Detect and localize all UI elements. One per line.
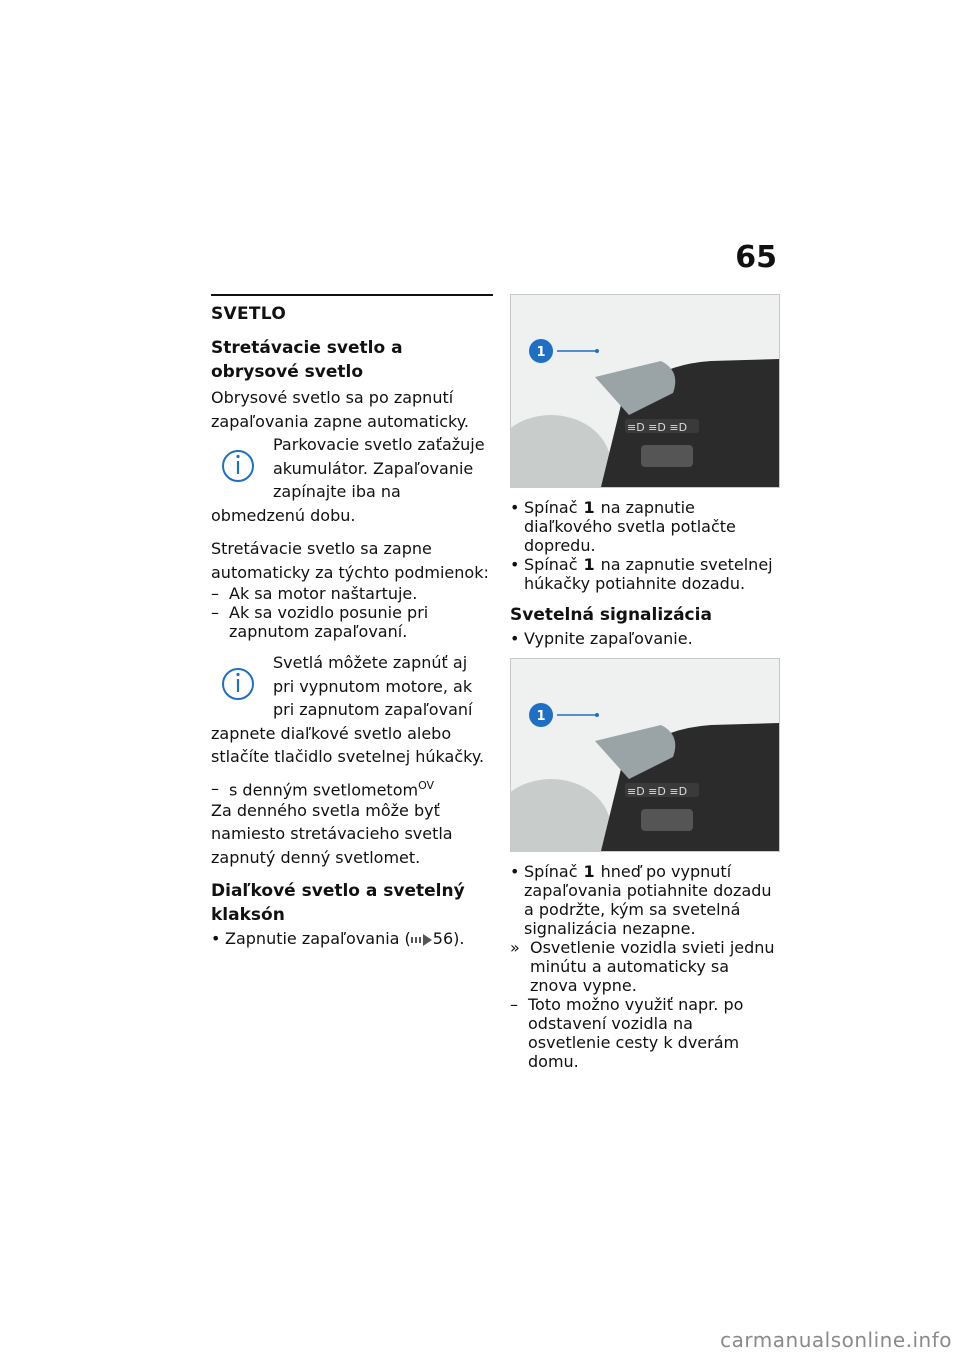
section-rule [211,294,493,296]
step-item: • Spínač 1 na zapnutie svetelnej húkačky potiahnite dozadu. [510,555,773,593]
result-item: » Osvetlenie vozidla svieti jednu minútu a automaticky sa znova vypne. [510,938,775,995]
auto-text: Stretávacie svetlo sa zapne automaticky za týchto podmienok: [211,539,489,582]
step-item: • Vypnite zapaľovanie. [510,629,693,648]
drl-text: Za denného svetla môže byť namiesto stretávacieho svetla zapnutý denný svetlomet. [211,800,453,867]
option-superscript: OV [418,778,435,792]
note-text: Svetlá môžete zapnúť aj pri vypnutom motore, ak pri zapnutom zapaľovaní zapnete diaľkové svetlo alebo stlačíte tlačidlo svetelnej húkačky. [211,653,485,766]
step-item: • Spínač 1 hneď po vypnutí zapaľovania potiahnite dozadu a podržte, kým sa svetelná signalizácia nezapne. [510,862,772,938]
parking-light-note [211,433,493,527]
low-beam-text: Obrysové svetlo sa po zapnutí zapaľovania zapne automaticky. [211,388,470,431]
watermark: carmanualsonline.info [720,1328,952,1352]
info-icon [219,657,257,703]
hint-item: – Toto možno využiť napr. po odstavení vozidla na osvetlenie cesty k dverám domu. [510,995,744,1071]
left-column [211,294,493,948]
step-item: • Spínač 1 na zapnutie diaľkového svetla potlačte dopredu. [510,498,736,555]
right-column [510,294,780,1071]
svg-text:≡D ≡D ≡D: ≡D ≡D ≡D [627,421,688,434]
ignition-step: • Zapnutie zapaľovania ( 56). [211,929,465,949]
callout-number: 1 [536,709,546,724]
switch-illustration-signal [510,658,780,852]
condition-item: – Ak sa motor naštartuje. [211,584,418,603]
callout-number: 1 [536,345,546,360]
low-beam-heading: Stretávacie svetlo a obrysové svetlo [211,338,403,382]
info-icon [219,439,257,485]
drl-option: – s denným svetlometom$^{OV}$ [211,778,435,799]
switch-illustration-high-beam [510,294,780,488]
page-number: 65 [735,240,777,275]
note-text: Parkovacie svetlo zaťažuje akumulátor. Zapaľovanie zapínajte iba na obmedzenú dobu. [211,435,485,525]
section-title: SVETLO [211,304,287,324]
svg-text:≡D ≡D ≡D: ≡D ≡D ≡D [627,785,688,798]
page-reference[interactable]: 56). [432,929,465,949]
page-reference-arrow-icon [411,934,433,946]
high-beam-heading: Diaľkové svetlo a svetelný klaksón [211,881,465,926]
lights-engine-off-note [211,651,493,769]
signal-heading: Svetelná signalizácia [510,605,712,625]
condition-item: – Ak sa vozidlo posunie pri zapnutom zapaľovaní. [211,603,429,641]
